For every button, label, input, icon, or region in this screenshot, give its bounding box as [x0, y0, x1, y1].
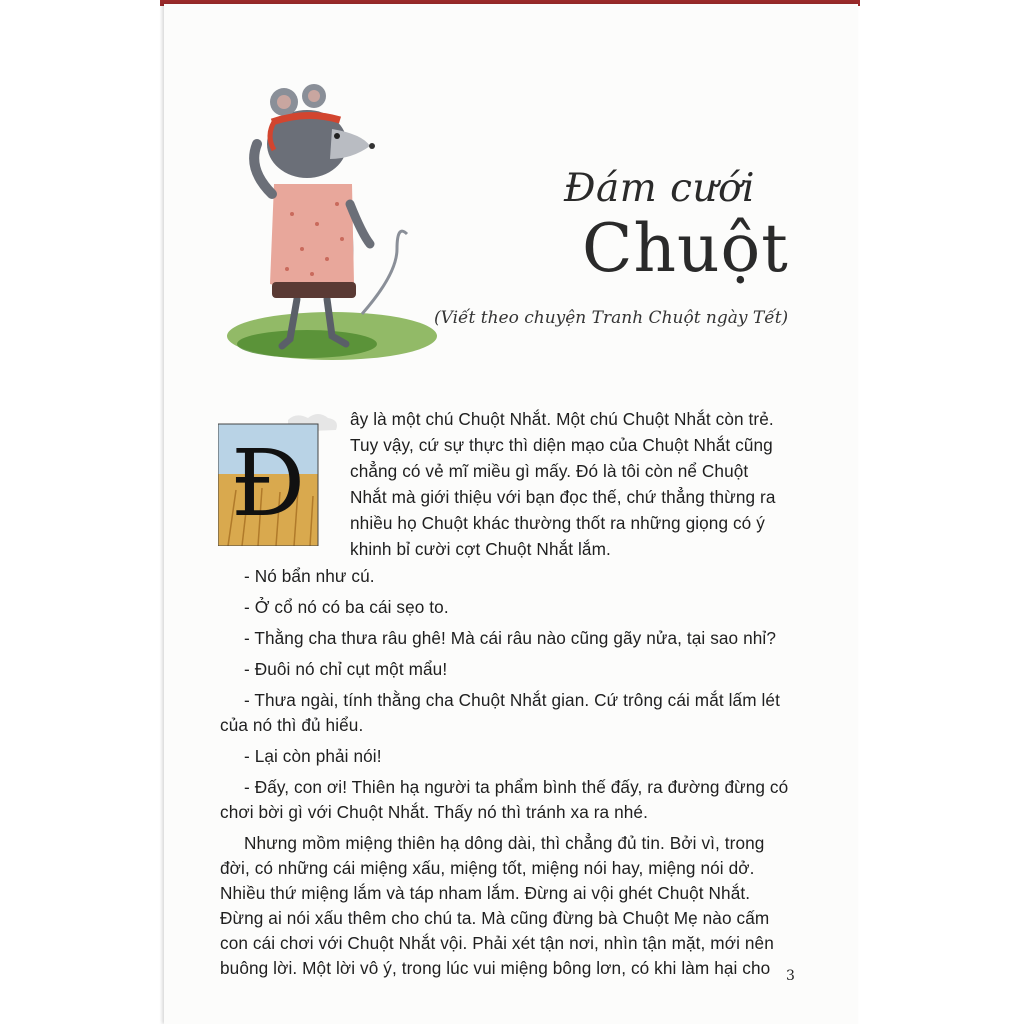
text-line: của nó thì đủ hiểu.	[220, 715, 364, 735]
text-line: - Nó bẩn như cú.	[244, 566, 375, 586]
text-line: - Đuôi nó chỉ cụt một mẩu!	[244, 659, 448, 679]
text-line: ây là một chú Chuột Nhắt. Một chú Chuột Nhắt còn trẻ.	[350, 409, 774, 429]
text-line: - Thưa ngài, tính thằng cha Chuột Nhắt gian. Cứ trông cái mắt lấm lét	[244, 690, 780, 710]
book-page	[164, 4, 858, 1024]
text-line: nhiều họ Chuột khác thường thốt ra những giọng có ý	[350, 513, 765, 533]
text-line: chẳng có vẻ mĩ miều gì mấy. Đó là tôi còn nể Chuột	[350, 461, 749, 481]
text-line: con cái chơi với Chuột Nhắt vội. Phải xét tận nơi, nhìn tận mặt, mới nên	[220, 933, 774, 953]
story-subtitle: (Viết theo chuyện Tranh Chuột ngày Tết)	[434, 308, 789, 328]
text-line: Nhiều thứ miệng lắm và táp nham lắm. Đừng ai vội ghét Chuột Nhắt.	[220, 883, 751, 903]
drop-cap-letter: Đ	[230, 430, 306, 537]
text-line: đời, có những cái miệng xấu, miệng tốt, miệng nói hay, miệng nói dở.	[220, 858, 755, 878]
text-line: Nhưng mồm miệng thiên hạ dông dài, thì chẳng đủ tin. Bởi vì, trong	[244, 833, 765, 853]
text-line: khinh bỉ cười cợt Chuột Nhắt lắm.	[350, 539, 611, 559]
story-title-line1: Đám cưới	[564, 166, 756, 211]
text-line: buông lời. Một lời vô ý, trong lúc vui miệng bông lơn, có khi làm hại cho	[220, 958, 771, 978]
text-line: Nhắt mà giới thiệu với bạn đọc thế, chứ thẳng thừng ra	[350, 487, 776, 507]
text-line: Đừng ai nói xấu thêm cho chú ta. Mà cũng đừng bà Chuột Mẹ nào cấm	[220, 908, 770, 928]
text-line: - Thằng cha thưa râu ghê! Mà cái râu nào cũng gãy nửa, tại sao nhỉ?	[244, 628, 776, 648]
text-line: - Ở cổ nó có ba cái sẹo to.	[244, 597, 449, 617]
page-number: 3	[786, 968, 795, 984]
story-title-line2: Chuột	[582, 210, 789, 287]
text-line: Tuy vậy, cứ sự thực thì diện mạo của Chuột Nhắt cũng	[350, 435, 773, 455]
text-line: - Đấy, con ơi! Thiên hạ người ta phẩm bình thế đấy, ra đường đừng có	[244, 777, 789, 797]
text-line: - Lại còn phải nói!	[244, 746, 382, 766]
text-line: chơi bời gì với Chuột Nhắt. Thấy nó thì tránh xa ra nhé.	[220, 802, 648, 822]
mouse-illustration	[222, 74, 452, 374]
